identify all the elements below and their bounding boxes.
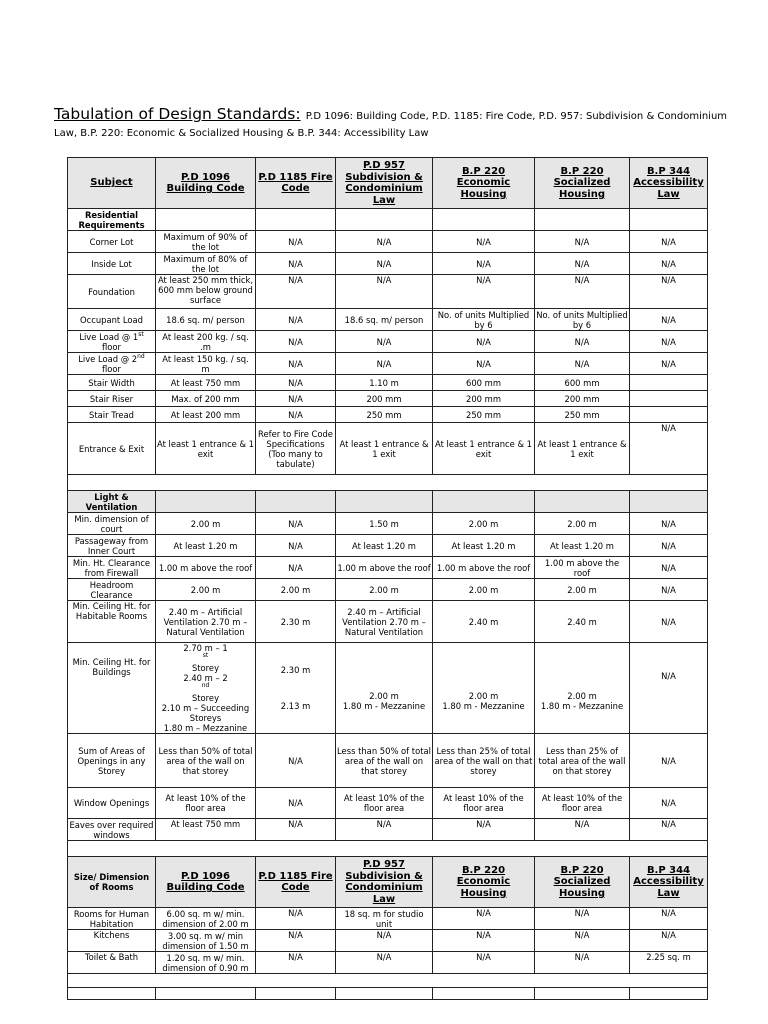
cell-pd1096: Maximum of 80% of the lot xyxy=(156,253,256,275)
cell-pd1096: At least 750 mm xyxy=(156,819,256,841)
cell-pd957: 2.00 m 1.80 m - Mezzanine xyxy=(336,643,433,734)
cell-bp220-economic: N/A xyxy=(433,253,535,275)
cell-bp344: N/A xyxy=(630,819,708,841)
cell-bp220-economic: At least 10% of the floor area xyxy=(433,788,535,819)
cell-bp220-socialized: At least 1.20 m xyxy=(535,535,630,557)
cell-pd1185: N/A xyxy=(256,819,336,841)
cell-bp344: N/A xyxy=(630,275,708,309)
cell-bp220-socialized: 2.00 m 1.80 m - Mezzanine xyxy=(535,643,630,734)
table-row xyxy=(68,788,708,819)
cell-pd1185: N/A xyxy=(256,788,336,819)
cell-pd1185: Refer to Fire Code Specifications (Too many to tabulate) xyxy=(256,423,336,475)
cell-pd1185: N/A xyxy=(256,375,336,391)
spacer-row xyxy=(68,974,708,988)
cell-pd1096: Max. of 200 mm xyxy=(156,391,256,407)
cell-bp344: 2.25 sq. m xyxy=(630,952,708,974)
cell-pd1096: 2.40 m – Artificial Ventilation 2.70 m – Natural Ventilation xyxy=(156,601,256,643)
cell-pd1185: 2.30 m xyxy=(256,601,336,643)
cell-bp220-economic: N/A xyxy=(433,331,535,353)
cell-bp220-economic: 2.00 m 1.80 m - Mezzanine xyxy=(433,643,535,734)
table-row xyxy=(68,231,708,253)
cell-pd1096: 2.00 m xyxy=(156,513,256,535)
cell-pd1096: At least 250 mm thick, 600 mm below ground surface xyxy=(156,275,256,309)
cell-pd1096: Less than 50% of total area of the wall on that storey xyxy=(156,734,256,788)
cell-bp344: N/A xyxy=(630,788,708,819)
col-header-bp220-socialized: B.P 220 Socialized Housing xyxy=(535,158,630,209)
cell-pd957: N/A xyxy=(336,353,433,375)
table-row xyxy=(68,557,708,579)
cell-bp220-economic: N/A xyxy=(433,819,535,841)
table-row xyxy=(68,391,708,407)
cell-bp344: N/A xyxy=(630,579,708,601)
col-header-pd1096: P.D 1096 Building Code xyxy=(156,158,256,209)
cell-pd1185: N/A xyxy=(256,513,336,535)
cell-bp344: N/A xyxy=(630,734,708,788)
row-subject: Occupant Load xyxy=(68,309,156,331)
section-label: Residential Requirements xyxy=(68,209,156,231)
cell-pd1096: Maximum of 90% of the lot xyxy=(156,231,256,253)
row-subject: Headroom Clearance xyxy=(68,579,156,601)
cell-bp220-socialized: At least 1 entrance & 1 exit xyxy=(535,423,630,475)
row-subject: Live Load @ 2nd floor xyxy=(68,353,156,375)
row-subject: Stair Width xyxy=(68,375,156,391)
table-row xyxy=(68,930,708,952)
col-header-bp344: B.P 344 Accessibility Law xyxy=(630,857,708,908)
cell-bp344: N/A xyxy=(630,253,708,275)
cell-pd1185: N/A xyxy=(256,275,336,309)
cell-bp220-socialized: N/A xyxy=(535,930,630,952)
cell-bp344: N/A xyxy=(630,601,708,643)
cell-pd957: N/A xyxy=(336,930,433,952)
row-subject: Foundation xyxy=(68,275,156,309)
table-row xyxy=(68,423,708,475)
cell-bp220-economic: N/A xyxy=(433,952,535,974)
table-row xyxy=(68,908,708,930)
cell-pd957: Less than 50% of total area of the wall on that storey xyxy=(336,734,433,788)
table-row xyxy=(68,253,708,275)
cell-bp220-economic: 2.00 m xyxy=(433,513,535,535)
section-label: Size/ Dimension of Rooms xyxy=(68,857,156,908)
table-row xyxy=(68,819,708,841)
cell-pd957: 2.40 m – Artificial Ventilation 2.70 m – Natural Ventilation xyxy=(336,601,433,643)
cell-pd957: 18.6 sq. m/ person xyxy=(336,309,433,331)
page-heading xyxy=(54,107,734,141)
cell-pd1096: At least 200 kg. / sq. .m xyxy=(156,331,256,353)
cell-bp220-socialized: N/A xyxy=(535,331,630,353)
cell-bp220-economic: 2.00 m xyxy=(433,579,535,601)
cell-bp220-economic: Less than 25% of total area of the wall on that storey xyxy=(433,734,535,788)
row-subject: Min. Ceiling Ht. for Habitable Rooms xyxy=(68,601,156,643)
cell-pd1185: N/A xyxy=(256,908,336,930)
cell-bp220-socialized: N/A xyxy=(535,353,630,375)
cell-pd1096: 2.00 m xyxy=(156,579,256,601)
row-subject: Eaves over required windows xyxy=(69,819,154,840)
cell-bp344: N/A xyxy=(630,423,708,475)
cell-pd1096: 6.00 sq. m w/ min. dimension of 2.00 m xyxy=(156,908,256,930)
row-subject: Corner Lot xyxy=(68,231,156,253)
row-subject: Kitchens xyxy=(68,930,156,952)
table-row xyxy=(68,601,708,643)
cell-pd957: At least 10% of the floor area xyxy=(336,788,433,819)
cell-bp220-socialized: At least 10% of the floor area xyxy=(535,788,630,819)
cell-bp220-economic: 250 mm xyxy=(433,407,535,423)
cell-bp220-socialized: 200 mm xyxy=(535,391,630,407)
cell-pd1185: N/A xyxy=(256,391,336,407)
header-row-size xyxy=(68,857,708,908)
cell-pd1096: At least 200 mm xyxy=(156,407,256,423)
cell-pd1185: N/A xyxy=(256,535,336,557)
cell-bp220-socialized: No. of units Multiplied by 6 xyxy=(536,309,628,330)
cell-bp220-economic: N/A xyxy=(433,231,535,253)
row-subject: Sum of Areas of Openings in any Storey xyxy=(68,734,156,788)
spacer-row xyxy=(68,841,708,857)
cell-pd1096: 2.70 m – 1 $^{st}$ Storey 2.40 m – 2 $^{nd}$ Storey 2.10 m – Succeeding Storeys 1.80 m – Mezzanine xyxy=(156,643,256,734)
cell-pd957: 18 sq. m for studio unit xyxy=(336,908,433,930)
cell-bp220-economic: 200 mm xyxy=(433,391,535,407)
cell-bp344 xyxy=(630,391,708,407)
cell-bp220-socialized: 600 mm xyxy=(535,375,630,391)
cell-bp220-economic: At least 1 entrance & 1 exit xyxy=(433,423,535,475)
row-subject: Rooms for Human Habitation xyxy=(68,908,156,930)
cell-bp344: N/A xyxy=(630,557,708,579)
cell-bp220-socialized: N/A xyxy=(535,231,630,253)
cell-pd1185: N/A xyxy=(256,231,336,253)
row-subject: Window Openings xyxy=(68,788,156,819)
cell-bp344: N/A xyxy=(630,231,708,253)
col-header-pd957: P.D 957 Subdivision & Condominium Law xyxy=(336,158,433,209)
cell-pd1096: 1.20 sq. m w/ min. dimension of 0.90 m xyxy=(156,952,256,974)
col-header-bp220-socialized: B.P 220 Socialized Housing xyxy=(535,857,630,908)
cell-bp344 xyxy=(630,407,708,423)
cell-pd957: 200 mm xyxy=(336,391,433,407)
cell-pd1185: N/A xyxy=(256,253,336,275)
design-standards-table xyxy=(67,157,708,1000)
table-row-ceiling-buildings xyxy=(68,643,708,734)
cell-bp220-economic: N/A xyxy=(433,353,535,375)
cell-pd1185: N/A xyxy=(256,407,336,423)
table-row xyxy=(68,275,708,309)
cell-pd957: 250 mm xyxy=(336,407,433,423)
cell-bp220-socialized: N/A xyxy=(535,908,630,930)
cell-bp220-socialized: N/A xyxy=(535,275,630,309)
cell-pd957: N/A xyxy=(336,331,433,353)
cell-bp220-socialized: 2.00 m xyxy=(535,513,630,535)
cell-pd1185: N/A xyxy=(256,734,336,788)
empty-row xyxy=(68,988,708,1000)
cell-pd1185: 2.30 m 2.13 m xyxy=(256,643,336,734)
table-row xyxy=(68,513,708,535)
page-subtitle: P.D 1096: Building Code, P.D. 1185: Fire Code, P.D. 957: Subdivision & Condominium Law, B.P. 220: Economic & Socialized Housing & B.P. 344: Accessibility Law xyxy=(54,111,728,139)
cell-pd957: At least 1.20 m xyxy=(336,535,433,557)
cell-pd1185: N/A xyxy=(256,952,336,974)
cell-pd1096: At least 150 kg. / sq. m xyxy=(156,353,256,375)
cell-pd957: N/A xyxy=(336,231,433,253)
cell-bp344: N/A xyxy=(630,930,708,952)
spacer-row xyxy=(68,475,708,491)
cell-pd1185: N/A xyxy=(256,353,336,375)
cell-bp220-socialized: N/A xyxy=(535,952,630,974)
cell-bp220-economic: N/A xyxy=(433,930,535,952)
cell-pd957: 2.00 m xyxy=(336,579,433,601)
row-subject: Min. dimension of court xyxy=(68,513,156,535)
col-header-subject: Subject xyxy=(68,158,156,209)
row-subject: Inside Lot xyxy=(68,253,156,275)
cell-pd1185: 2.00 m xyxy=(256,579,336,601)
col-header-pd1185: P.D 1185 Fire Code xyxy=(256,857,336,908)
table-row xyxy=(68,353,708,375)
cell-bp220-socialized: Less than 25% of total area of the wall on that storey xyxy=(535,734,630,788)
cell-bp220-socialized: N/A xyxy=(535,819,630,841)
cell-bp344: N/A xyxy=(630,513,708,535)
page-title: Tabulation of Design Standards: xyxy=(54,105,301,123)
cell-bp344 xyxy=(630,375,708,391)
row-subject: Entrance & Exit xyxy=(68,423,156,475)
col-header-bp344: B.P 344 Accessibility Law xyxy=(630,158,708,209)
row-subject: Stair Riser xyxy=(68,391,156,407)
cell-pd1185: N/A xyxy=(256,557,336,579)
cell-pd957: 1.00 m above the roof xyxy=(336,557,433,579)
cell-bp220-economic: N/A xyxy=(433,908,535,930)
table-row xyxy=(68,309,708,331)
cell-pd1185: N/A xyxy=(256,331,336,353)
cell-pd957: N/A xyxy=(336,952,433,974)
cell-pd1096: At least 1 entrance & 1 exit xyxy=(156,423,256,475)
cell-bp220-economic: 1.00 m above the roof xyxy=(433,557,535,579)
table-row xyxy=(68,407,708,423)
col-header-pd957: P.D 957 Subdivision & Condominium Law xyxy=(336,857,433,908)
table-row xyxy=(68,579,708,601)
cell-bp220-economic: At least 1.20 m xyxy=(433,535,535,557)
col-header-pd1096: P.D 1096 Building Code xyxy=(156,857,256,908)
col-header-pd1185: P.D 1185 Fire Code xyxy=(256,158,336,209)
cell-bp344: N/A xyxy=(630,908,708,930)
cell-pd1096: 3.00 sq. m w/ min dimension of 1.50 m xyxy=(156,930,256,952)
cell-bp220-socialized: 2.40 m xyxy=(535,601,630,643)
table-row xyxy=(68,952,708,974)
row-subject: Min. Ceiling Ht. for Buildings xyxy=(68,643,156,734)
table-row xyxy=(68,734,708,788)
cell-bp220-economic: N/A xyxy=(433,275,535,309)
cell-bp220-socialized: 1.00 m above the roof xyxy=(535,557,630,579)
table-row xyxy=(68,535,708,557)
section-label: Light & Ventilation xyxy=(68,491,156,513)
cell-pd1096: 1.00 m above the roof xyxy=(156,557,256,579)
cell-pd957: 1.50 m xyxy=(336,513,433,535)
cell-pd957: At least 1 entrance & 1 exit xyxy=(336,423,433,475)
cell-bp220-economic: No. of units Multiplied by 6 xyxy=(433,309,535,331)
cell-pd1096: 18.6 sq. m/ person xyxy=(156,309,256,331)
cell-bp220-economic: 2.40 m xyxy=(433,601,535,643)
table-row xyxy=(68,375,708,391)
cell-pd1185: N/A xyxy=(256,309,336,331)
cell-pd957: 1.10 m xyxy=(336,375,433,391)
cell-bp344: N/A xyxy=(630,535,708,557)
cell-pd1096: At least 10% of the floor area xyxy=(156,788,256,819)
cell-pd1185: N/A xyxy=(256,930,336,952)
header-row xyxy=(68,158,708,209)
section-row-residential xyxy=(68,209,708,231)
cell-bp344: N/A xyxy=(630,331,708,353)
cell-bp344: N/A xyxy=(630,309,708,331)
cell-pd1096: At least 1.20 m xyxy=(156,535,256,557)
cell-bp220-socialized: 250 mm xyxy=(535,407,630,423)
col-header-bp220-economic: B.P 220 Economic Housing xyxy=(433,158,535,209)
cell-pd957: N/A xyxy=(336,253,433,275)
cell-pd957: N/A xyxy=(336,275,433,309)
row-subject: Stair Tread xyxy=(68,407,156,423)
table-row xyxy=(68,331,708,353)
col-header-bp220-economic: B.P 220 Economic Housing xyxy=(433,857,535,908)
cell-bp220-economic: 600 mm xyxy=(433,375,535,391)
cell-pd1096: At least 750 mm xyxy=(156,375,256,391)
cell-pd957: N/A xyxy=(336,819,433,841)
cell-bp220-socialized: 2.00 m xyxy=(535,579,630,601)
row-subject: Live Load @ 1st floor xyxy=(68,331,156,353)
cell-bp220-socialized: N/A xyxy=(535,253,630,275)
cell-bp344: N/A xyxy=(630,643,708,734)
row-subject: Passageway from Inner Court xyxy=(68,535,156,557)
row-subject: Toilet & Bath xyxy=(68,952,156,974)
section-row-light xyxy=(68,491,708,513)
row-subject: Min. Ht. Clearance from Firewall xyxy=(68,557,156,579)
cell-bp344: N/A xyxy=(630,353,708,375)
